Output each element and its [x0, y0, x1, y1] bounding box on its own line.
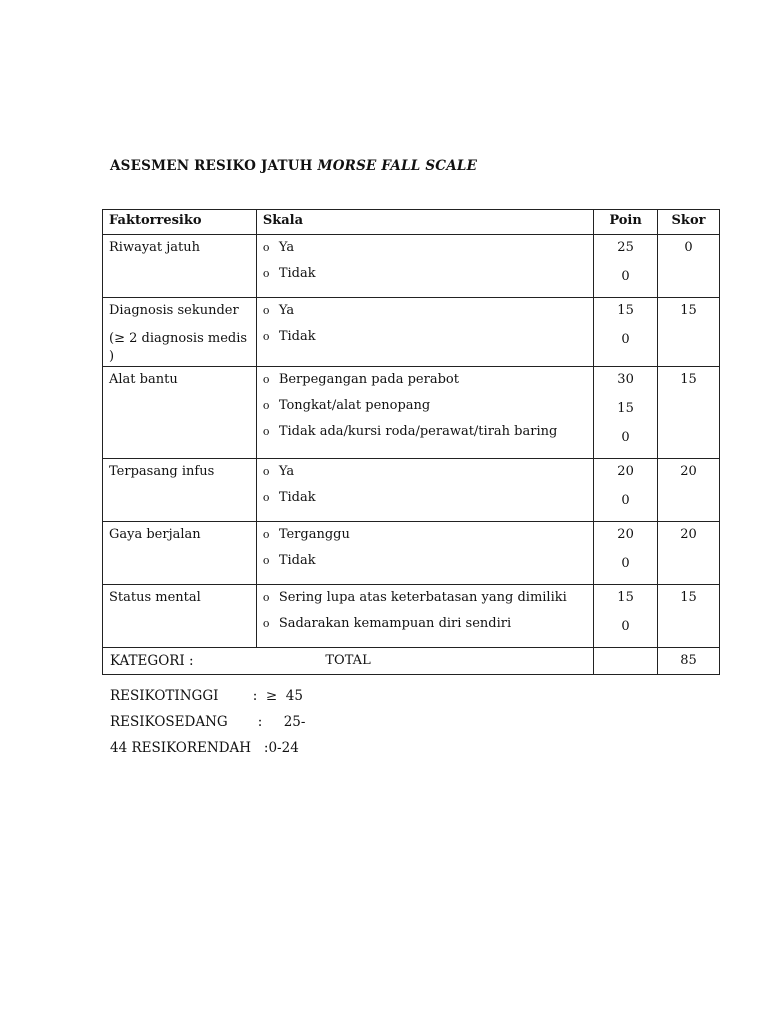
table-header-row	[103, 210, 720, 235]
total-row	[103, 648, 720, 675]
scale-option	[263, 489, 587, 507]
table-row	[103, 367, 720, 459]
scale-option	[263, 589, 587, 607]
total-label: TOTAL	[103, 648, 594, 675]
option-label: Tidak	[278, 553, 316, 568]
scale-option	[263, 302, 587, 320]
scale-option	[263, 371, 587, 389]
scale-option	[263, 397, 587, 415]
category-high: RESIKOTINGGI : ≥ 45	[110, 688, 303, 704]
bullet-icon: o	[262, 617, 270, 630]
bullet-icon: o	[262, 267, 270, 280]
factor-cell	[103, 298, 257, 367]
bullet-icon: o	[262, 554, 270, 567]
bullet-icon: o	[262, 425, 270, 438]
factor-label: Riwayat jatuh	[109, 240, 201, 255]
option-label: Berpegangan pada perabot	[278, 372, 459, 387]
score-cell: 15	[658, 585, 720, 648]
score-cell: 15	[658, 367, 720, 459]
bullet-icon: o	[262, 330, 270, 343]
score-cell: 20	[658, 459, 720, 522]
title-italic: MORSE FALL SCALE	[317, 158, 478, 174]
title-plain: ASESMEN RESIKO JATUH	[110, 158, 318, 174]
point-value: 0	[621, 430, 630, 445]
table-row	[103, 298, 720, 367]
points-cell	[594, 298, 658, 367]
option-label: Tongkat/alat penopang	[278, 398, 431, 413]
point-value: 0	[621, 493, 630, 508]
scale-option	[263, 265, 587, 283]
scale-option	[263, 615, 587, 633]
factor-cell	[103, 522, 257, 585]
bullet-icon: o	[262, 399, 270, 412]
table-row	[103, 235, 720, 298]
factor-label: Diagnosis sekunder	[109, 303, 239, 318]
morse-fall-scale-table	[102, 209, 720, 675]
option-label: Terganggu	[278, 527, 350, 542]
header-factor: Faktorresiko	[103, 210, 257, 235]
document-title	[110, 158, 477, 174]
score-cell: 20	[658, 522, 720, 585]
scale-cell	[256, 522, 593, 585]
point-value: 20	[617, 464, 634, 479]
category-low: 44 RESIKORENDAH :0-24	[110, 740, 299, 756]
point-value: 0	[621, 269, 630, 284]
bullet-icon: o	[262, 304, 270, 317]
total-score: 85	[658, 648, 720, 675]
bullet-icon: o	[262, 491, 270, 504]
point-value: 15	[617, 401, 634, 416]
header-points: Poin	[594, 210, 658, 235]
table-row	[103, 585, 720, 648]
scale-cell	[256, 459, 593, 522]
point-value: 0	[621, 619, 630, 634]
category-medium: RESIKOSEDANG : 25-	[110, 714, 306, 730]
points-cell	[594, 459, 658, 522]
factor-cell	[103, 459, 257, 522]
scale-option	[263, 328, 587, 346]
scale-option	[263, 463, 587, 481]
scale-cell	[256, 235, 593, 298]
scale-cell	[256, 367, 593, 459]
score-cell: 15	[658, 298, 720, 367]
factor-cell	[103, 367, 257, 459]
bullet-icon: o	[262, 241, 270, 254]
points-cell	[594, 235, 658, 298]
points-cell	[594, 367, 658, 459]
bullet-icon: o	[262, 591, 270, 604]
points-cell	[594, 585, 658, 648]
factor-label: Terpasang infus	[109, 464, 215, 479]
total-points-cell	[594, 648, 658, 675]
scale-cell	[256, 298, 593, 367]
option-label: Ya	[278, 464, 295, 479]
factor-cell	[103, 585, 257, 648]
option-label: Tidak	[278, 329, 316, 344]
point-value: 25	[617, 240, 634, 255]
factor-label: Status mental	[109, 590, 201, 605]
option-label: Sering lupa atas keterbatasan yang dimiliki	[278, 590, 567, 605]
scale-option	[263, 239, 587, 257]
scale-cell	[256, 585, 593, 648]
factor-label: Alat bantu	[109, 372, 178, 387]
points-cell	[594, 522, 658, 585]
option-label: Tidak	[278, 490, 316, 505]
bullet-icon: o	[262, 465, 270, 478]
factor-label: Gaya berjalan	[109, 527, 201, 542]
option-label: Ya	[278, 240, 295, 255]
scale-option	[263, 526, 587, 544]
option-label: Tidak	[278, 266, 316, 281]
point-value: 15	[617, 303, 634, 318]
header-score: Skor	[658, 210, 720, 235]
factor-sublabel: (≥ 2 diagnosis medis )	[109, 331, 248, 364]
option-label: Ya	[278, 303, 295, 318]
point-value: 15	[617, 590, 634, 605]
point-value: 20	[617, 527, 634, 542]
score-cell: 0	[658, 235, 720, 298]
option-label: Sadarakan kemampuan diri sendiri	[278, 616, 512, 631]
header-scale: Skala	[256, 210, 593, 235]
scale-option	[263, 423, 587, 441]
table-row	[103, 459, 720, 522]
table-row	[103, 522, 720, 585]
point-value: 30	[617, 372, 634, 387]
option-label: Tidak ada/kursi roda/perawat/tirah baring	[278, 424, 558, 439]
point-value: 0	[621, 556, 630, 571]
bullet-icon: o	[262, 528, 270, 541]
kategori-heading: KATEGORI :	[110, 653, 194, 669]
point-value: 0	[621, 332, 630, 347]
bullet-icon: o	[262, 373, 270, 386]
factor-cell	[103, 235, 257, 298]
scale-option	[263, 552, 587, 570]
